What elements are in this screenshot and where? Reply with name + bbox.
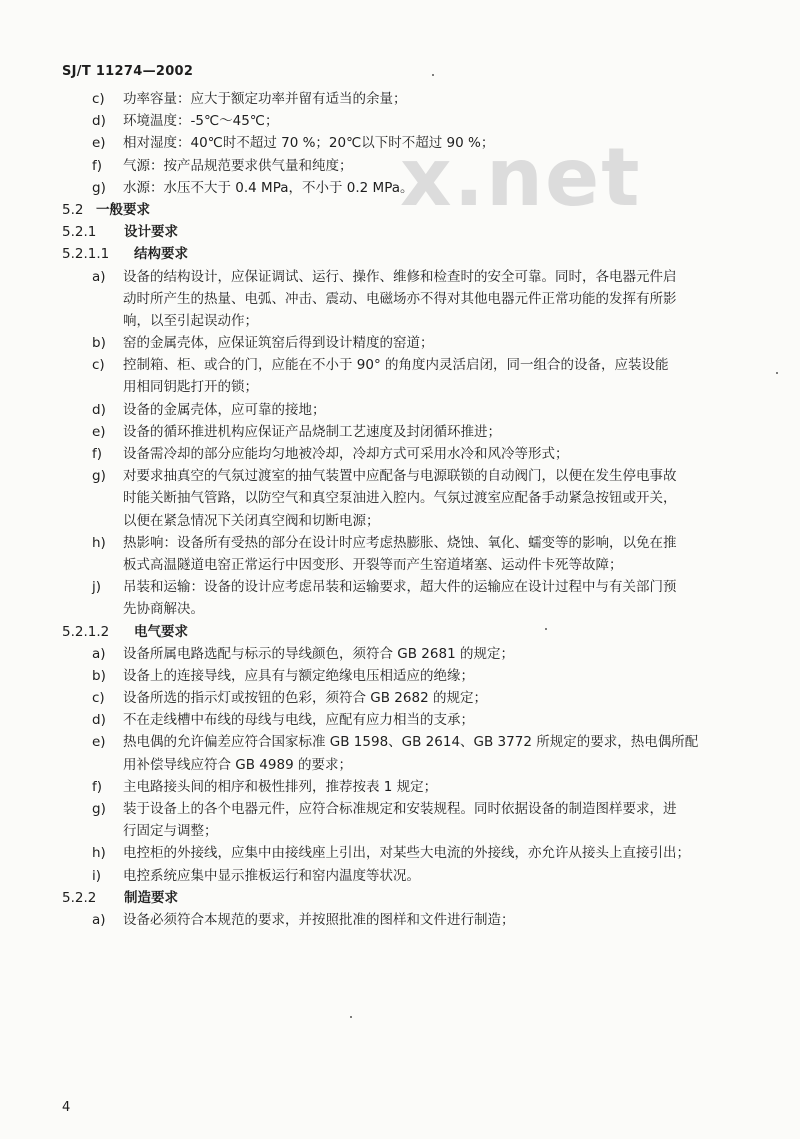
page-number: 4 xyxy=(62,1100,71,1115)
list-item xyxy=(62,399,762,421)
list-item-text: 装于设备上的各个电器元件，应符合标准规定和安装规程。同时依据设备的制造图样要求，进 xyxy=(123,801,677,817)
list-item-text: 响，以至引起误动作； xyxy=(123,312,258,329)
section-heading xyxy=(62,243,762,265)
list-item-text: 水源：水压不大于 0.4 MPa，不小于 0.2 MPa。 xyxy=(123,179,414,196)
section-title: 结构要求 xyxy=(134,246,188,263)
list-item xyxy=(62,177,762,199)
section-number: 5.2.1 xyxy=(62,224,97,241)
list-item xyxy=(62,132,762,154)
list-item-label: g) xyxy=(92,801,106,817)
list-item xyxy=(62,798,762,820)
list-item xyxy=(62,266,762,288)
list-item-label: c) xyxy=(92,357,105,374)
list-item-label: h) xyxy=(92,534,106,551)
list-item-label: c) xyxy=(92,690,105,707)
list-item-text: 相对湿度：40℃时不超过 70 %；20℃以下时不超过 90 %； xyxy=(123,135,495,152)
list-item-continuation xyxy=(62,510,762,532)
list-item xyxy=(62,576,762,598)
list-item-label: f) xyxy=(92,446,103,462)
list-item-continuation xyxy=(62,598,762,620)
list-item-label: h) xyxy=(92,845,106,862)
list-item-label: g) xyxy=(92,468,106,485)
list-item-label: i) xyxy=(92,867,102,884)
list-item xyxy=(62,88,762,110)
list-item-label: b) xyxy=(92,667,106,684)
list-item xyxy=(62,332,762,354)
list-item xyxy=(62,709,762,731)
list-item-label: f) xyxy=(92,778,103,795)
list-item-continuation xyxy=(62,554,762,576)
list-item-text: 电控柜的外接线，应集中由接线座上引出，对某些大电流的外接线，亦允许从接头上直接引出； xyxy=(123,845,690,862)
list-item-text: 热影响：设备所有受热的部分在设计时应考虑热膨胀、烧蚀、氧化、蠕变等的影响，以免在推 xyxy=(123,534,677,551)
document-body xyxy=(62,88,762,931)
list-item xyxy=(62,443,762,465)
list-item-text: 时能关断抽气管路，以防空气和真空泵油进入腔内。气氛过渡室应配备手动紧急按钮或开关， xyxy=(123,490,677,507)
section-heading xyxy=(62,221,762,243)
list-item-label: j) xyxy=(92,579,102,596)
section-title: 制造要求 xyxy=(124,889,178,906)
list-item xyxy=(62,687,762,709)
section-number: 5.2.1.2 xyxy=(62,623,110,640)
list-item-text: 窑的金属壳体，应保证筑窑后得到设计精度的窑道； xyxy=(123,335,434,352)
list-item xyxy=(62,776,762,798)
list-item-continuation xyxy=(62,754,762,776)
list-item-text: 先协商解决。 xyxy=(123,601,204,618)
scan-speck xyxy=(350,1016,352,1018)
list-item-label: d) xyxy=(92,712,106,729)
list-item xyxy=(62,421,762,443)
list-item-text: 功率容量：应大于额定功率并留有适当的余量； xyxy=(123,91,407,107)
list-item-text: 用相同钥匙打开的锁； xyxy=(123,379,258,396)
list-item xyxy=(62,731,762,753)
section-number: 5.2 xyxy=(62,201,84,218)
list-item-text: 以便在紧急情况下关闭真空阀和切断电源； xyxy=(123,512,380,529)
list-item xyxy=(62,354,762,376)
list-item-label: d) xyxy=(92,401,106,418)
list-item-text: 设备上的连接导线，应具有与额定绝缘电压相适应的绝缘； xyxy=(123,667,474,684)
list-item-text: 不在走线槽中布线的母线与电线，应配有应力相当的支承； xyxy=(123,712,474,729)
list-item-text: 控制箱、柜、或合的门，应能在不小于 90° 的角度内灵活启闭，同一组合的设备，应装设能 xyxy=(123,357,669,374)
list-item-label: e) xyxy=(92,135,106,152)
list-item-label: a) xyxy=(92,268,106,285)
section-title: 设计要求 xyxy=(124,224,178,241)
list-item-text: 主电路接头间的相序和极性排列，推荐按表 1 规定； xyxy=(123,778,438,795)
section-title: 电气要求 xyxy=(134,623,188,640)
list-item-text: 设备需冷却的部分应能均匀地被冷却，冷却方式可采用水冷和风冷等形式； xyxy=(123,446,569,462)
list-item-text: 气源：按产品规范要求供气量和纯度； xyxy=(123,157,353,174)
list-item-continuation xyxy=(62,310,762,332)
list-item-text: 动时所产生的热量、电弧、冲击、震动、电磁场亦不得对其他电器元件正常功能的发挥有所影 xyxy=(123,290,677,307)
section-heading xyxy=(62,887,762,909)
list-item-label: d) xyxy=(92,113,106,130)
list-item-text: 设备的循环推进机构应保证产品烧制工艺速度及封闭循环推进； xyxy=(123,423,501,440)
list-item xyxy=(62,465,762,487)
list-item-text: 板式高温隧道电窑正常运行中因变形、开裂等而产生窑道堵塞、运动件卡死等故障； xyxy=(123,556,623,573)
list-item-label: f) xyxy=(92,157,103,174)
scan-speck xyxy=(776,372,778,374)
standard-code-header: SJ/T 11274—2002 xyxy=(62,64,194,79)
list-item-text: 用补偿导线应符合 GB 4989 的要求； xyxy=(123,756,352,773)
list-item-label: c) xyxy=(92,91,105,107)
list-item-text: 电控系统应集中显示推板运行和窑内温度等状况。 xyxy=(123,867,420,884)
list-item-label: e) xyxy=(92,423,106,440)
section-title: 一般要求 xyxy=(96,201,150,218)
list-item-label: b) xyxy=(92,335,106,352)
section-number: 5.2.2 xyxy=(62,889,97,906)
list-item xyxy=(62,110,762,132)
list-item-continuation xyxy=(62,376,762,398)
list-item-text: 对要求抽真空的气氛过渡室的抽气装置中应配备与电源联锁的自动阀门，以便在发生停电事故 xyxy=(123,468,677,485)
list-item-text: 设备所属电路选配与标示的导线颜色，须符合 GB 2681 的规定； xyxy=(123,645,514,662)
list-item xyxy=(62,909,762,931)
list-item-text: 设备必须符合本规范的要求，并按照批准的图样和文件进行制造； xyxy=(123,911,515,928)
list-item xyxy=(62,643,762,665)
scan-speck xyxy=(432,74,434,76)
list-item-text: 设备的金属壳体，应可靠的接地； xyxy=(123,401,326,418)
list-item-text: 设备所选的指示灯或按钮的色彩，须符合 GB 2682 的规定； xyxy=(123,690,487,707)
section-heading xyxy=(62,621,762,643)
list-item xyxy=(62,665,762,687)
section-number: 5.2.1.1 xyxy=(62,246,110,263)
list-item-label: g) xyxy=(92,179,106,196)
list-item-text: 环境温度：-5℃～45℃； xyxy=(123,113,279,130)
list-item xyxy=(62,865,762,887)
watermark: x.net xyxy=(400,131,642,224)
list-item xyxy=(62,842,762,864)
list-item-text: 行固定与调整； xyxy=(123,823,218,840)
list-item-continuation xyxy=(62,288,762,310)
list-item-continuation xyxy=(62,487,762,509)
list-item xyxy=(62,155,762,177)
list-item-text: 吊装和运输：设备的设计应考虑吊装和运输要求，超大件的运输应在设计过程中与有关部门预 xyxy=(123,579,677,596)
list-item-continuation xyxy=(62,820,762,842)
list-item-text: 热电偶的允许偏差应符合国家标准 GB 1598、GB 2614、GB 3772 所规定的要求，热电偶所配 xyxy=(123,734,699,751)
list-item-label: e) xyxy=(92,734,106,751)
list-item xyxy=(62,532,762,554)
list-item-label: a) xyxy=(92,645,106,662)
list-item-text: 设备的结构设计，应保证调试、运行、操作、维修和检查时的安全可靠。同时，各电器元件启 xyxy=(123,268,677,285)
list-item-label: a) xyxy=(92,911,106,928)
section-heading xyxy=(62,199,762,221)
